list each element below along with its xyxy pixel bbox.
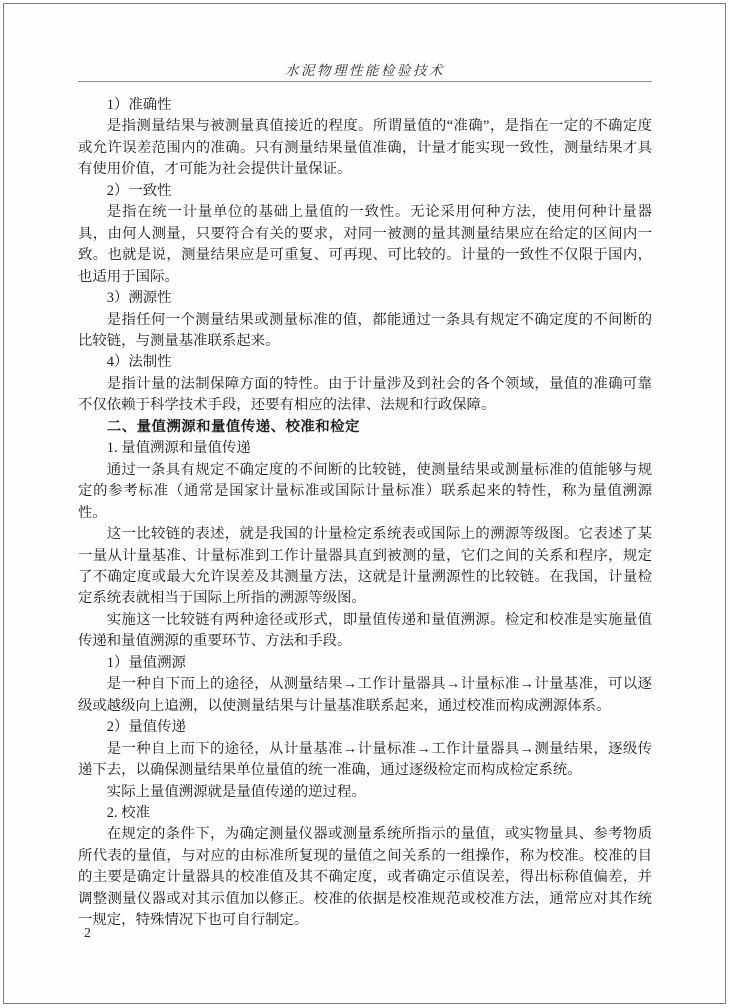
paragraph: 是一种自下而上的途径，从测量结果→工作计量器具→计量标准→计量基准，可以逐级或越级向上追溯，以使测量结果与计量基准联系起来，通过校准而构成溯源体系。 — [78, 676, 652, 714]
page-body — [78, 95, 652, 932]
paragraph: 是指在统一计量单位的基础上量值的一致性。无论采用何种方法，使用何种计量器具，由何人测量，只要符合有关的要求，对同一被测的量其测量结果应在给定的区间内一致。也就是说，测量结果应是可重复、可再现、可比较的。计量的一致性不仅限于国内，也适用于国际。 — [78, 204, 652, 285]
paragraph: 这一比较链的表述，就是我国的计量检定系统表或国际上的溯源等级图。它表述了某一量从计量基准、计量标准到工作计量器具直到被测的量，它们之间的关系和程序，规定了不确定度或最大允许误差及其测量方法，这就是计量溯源性的比较链。在我国，计量检定系统表就相当于国际上所指的溯源等级图。 — [78, 526, 652, 607]
paragraph: 是一种自上而下的途径，从计量基准→计量标准→工作计量器具→测量结果，逐级传递下去，以确保测量结果单位量值的统一准确，通过逐级检定而构成检定系统。 — [78, 740, 652, 779]
paragraph: 是指任何一个测量结果或测量标准的值，都能通过一条具有规定不确定度的不间断的比较链，与测量基准联系起来。 — [78, 311, 652, 349]
list-item-heading: 1. 量值溯源和量值传递 — [106, 440, 251, 457]
list-item-heading: 1）量值溯源 — [106, 654, 186, 671]
paragraph: 是指测量结果与被测量真值接近的程度。所谓量值的“准确”，是指在一定的不确定度或允许误差范围内的准确。只有测量结果量值准确，计量才能实现一致性，测量结果才具有使用价值，才可能为社会提供计量保证。 — [78, 118, 652, 178]
paragraph: 在规定的条件下，为确定测量仪器或测量系统所指示的量值，或实物量具、参考物质所代表的量值，与对应的由标准所复现的量值之间关系的一组操作，称为校准。校准的目的主要是确定计量器具的校准值及其不确定度，或者确定示值误差，得出标称值偏差，并调整测量仪器或对其示值加以修正。校准的依据是校准规范或校准方法，通常应对其作统一规定，特殊情况下也可自行制定。 — [78, 826, 652, 929]
section-heading: 二、量值溯源和量值传递、校准和检定 — [106, 418, 360, 435]
paragraph: 是指计量的法制保障方面的特性。由于计量涉及到社会的各个领域，量值的准确可靠不仅依赖于科学技术手段，还要有相应的法律、法规和行政保障。 — [78, 375, 652, 414]
page-number: 2 — [84, 926, 91, 941]
list-item-heading: 1）准确性 — [106, 97, 172, 113]
list-item-heading: 3）溯源性 — [106, 290, 172, 307]
running-header-title: 水泥物理性能检验技术 — [285, 63, 445, 78]
paragraph: 实际上量值溯源就是量值传递的逆过程。 — [106, 783, 366, 800]
header-rule — [78, 81, 652, 82]
list-item-heading: 2）一致性 — [106, 182, 172, 199]
list-item-heading: 2. 校准 — [106, 804, 150, 821]
paragraph: 实施这一比较链有两种途径或形式，即量值传递和量值溯源。检定和校准是实施量值传递和量值溯源的重要环节、方法和手段。 — [78, 611, 652, 650]
running-header — [0, 59, 730, 80]
list-item-heading: 4）法制性 — [106, 354, 172, 371]
list-item-heading: 2）量值传递 — [106, 719, 186, 736]
paragraph: 通过一条具有规定不确定度的不间断的比较链，使测量结果或测量标准的值能够与规定的参考标准（通常是国家计量标准或国际计量标准）联系起来的特性，称为量值溯源性。 — [78, 461, 652, 521]
